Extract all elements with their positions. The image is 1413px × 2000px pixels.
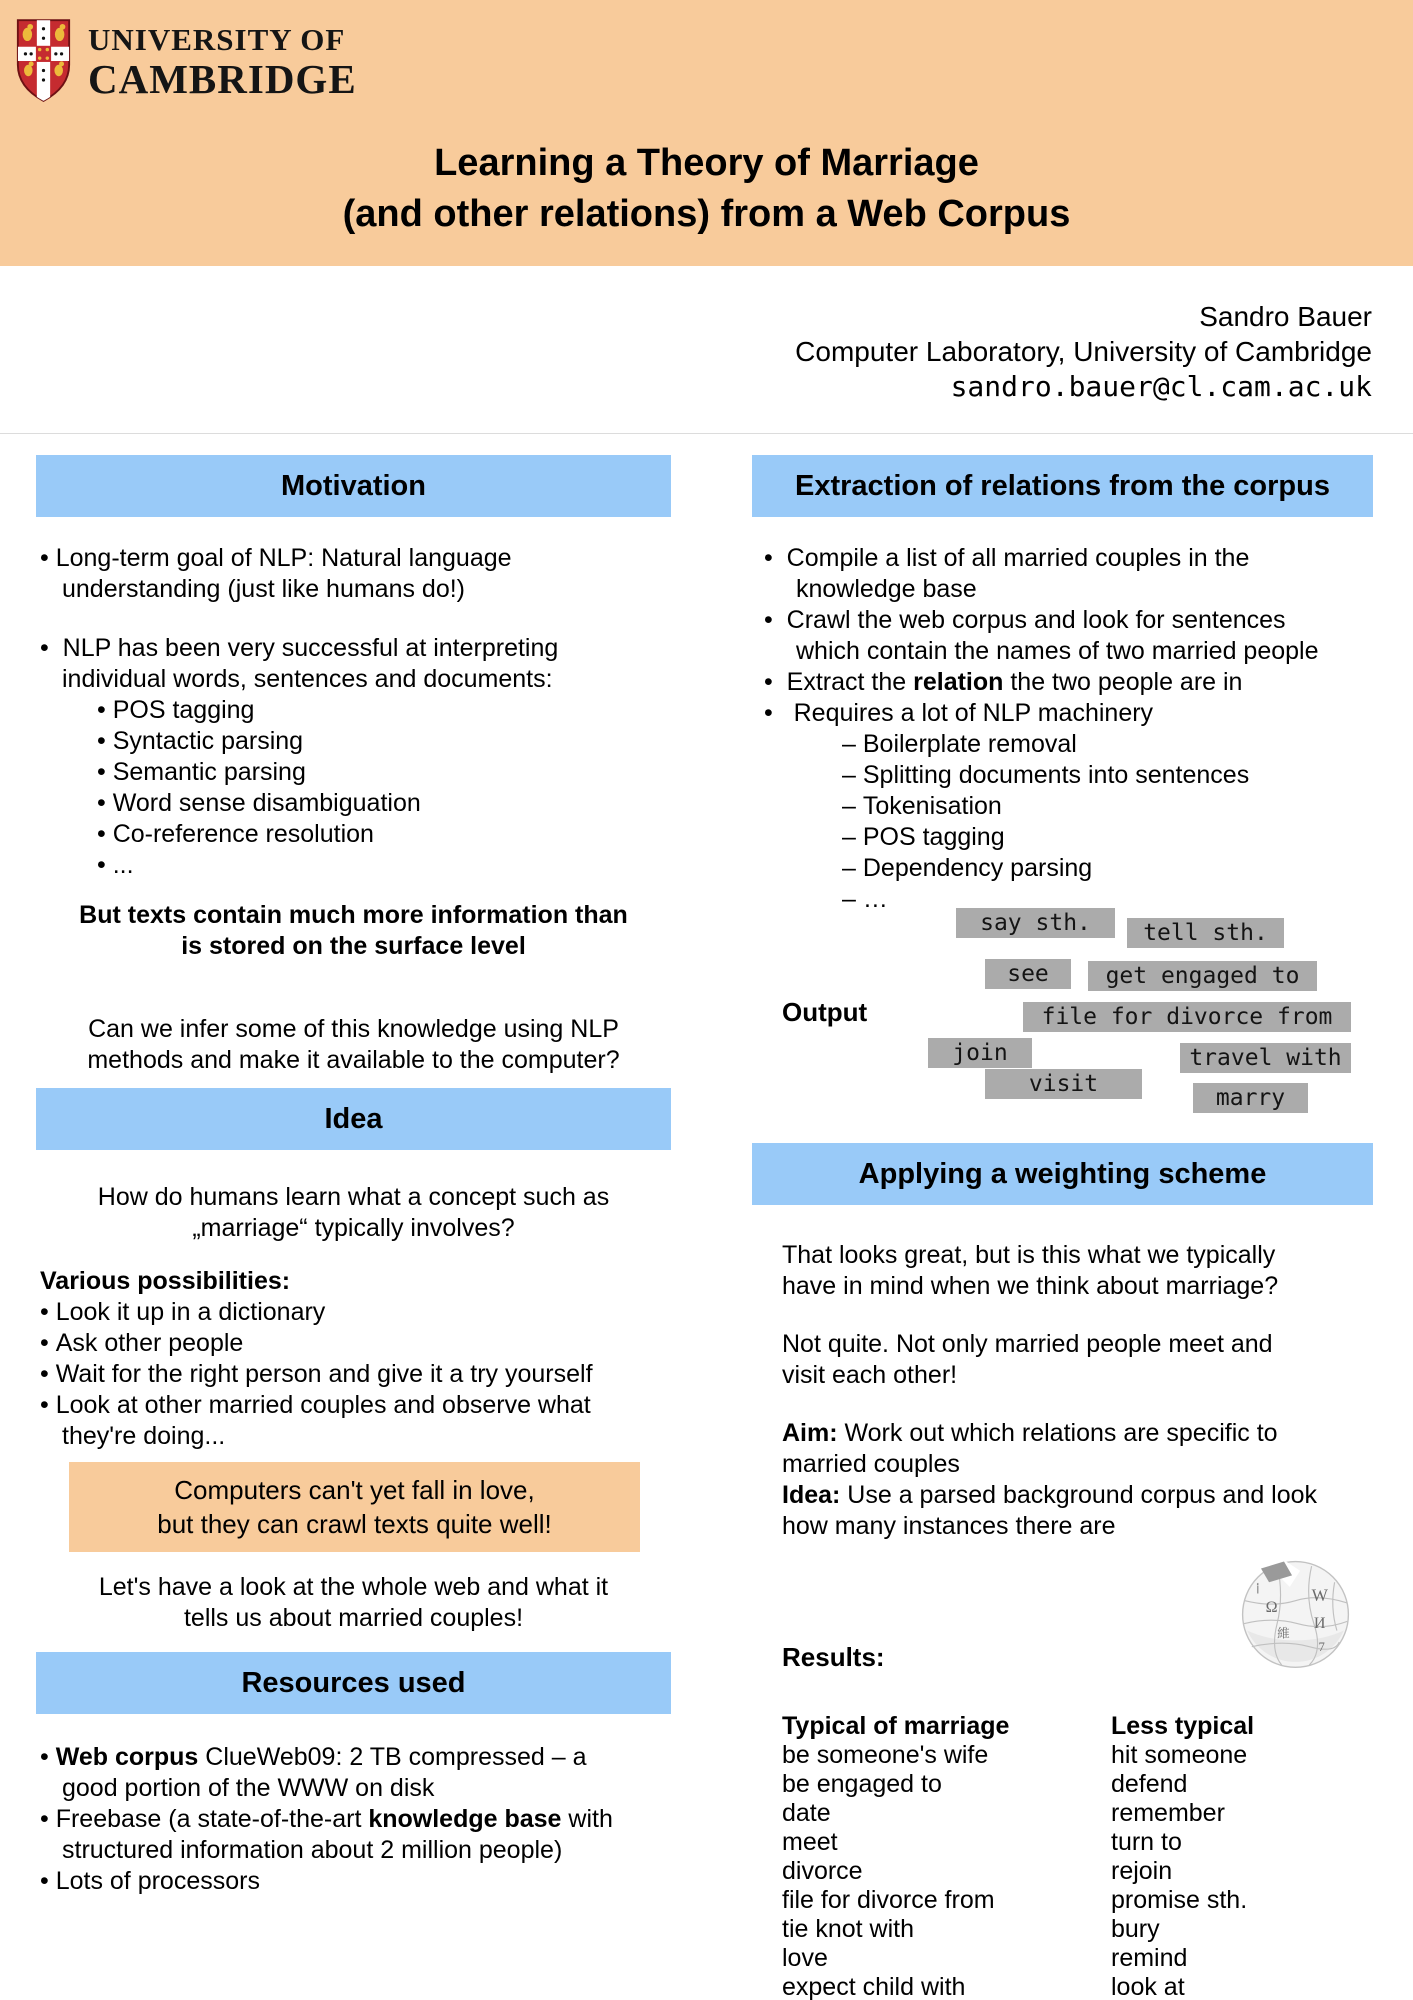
weighting-paragraphs	[782, 1240, 1320, 1542]
list-item: • Compile a list of all married couples in the knowledge base	[764, 543, 1356, 605]
poster-title	[0, 138, 1413, 240]
list-item: • Web corpus ClueWeb09: 2 TB compressed – a good portion of the WWW on disk	[40, 1742, 637, 1804]
motivation-bullet-list	[40, 543, 637, 881]
list-item: • NLP has been very successful at interpreting individual words, sentences and documents: • POS tagging • Syntactic parsing • Semantic parsing • Word sense disambiguation • Co-reference resolution • ...	[40, 633, 637, 881]
relation-tag: visit	[985, 1069, 1142, 1099]
list-item: turn to	[1111, 1828, 1182, 1856]
list-item: • Lots of processors	[40, 1866, 637, 1897]
list-item: • Long-term goal of NLP: Natural language understanding (just like humans do!)	[40, 543, 637, 605]
author-block	[795, 299, 1372, 404]
list-item: defend	[1111, 1770, 1188, 1798]
list-item: promise sth.	[1111, 1886, 1248, 1914]
list-item: divorce	[782, 1857, 863, 1885]
results-label: Results:	[782, 1642, 885, 1672]
list-item: – Dependency parsing	[842, 853, 1356, 884]
svg-text:Ω: Ω	[1265, 1599, 1278, 1617]
list-item: – Tokenisation	[842, 791, 1356, 822]
list-item: file for divorce from	[782, 1886, 995, 1914]
svg-text:7: 7	[1318, 1640, 1325, 1655]
list-item: • Wait for the right person and give it a try yourself	[40, 1359, 637, 1390]
list-item: bury	[1111, 1915, 1160, 1943]
svg-text:И: И	[1313, 1615, 1326, 1633]
list-item: • Ask other people	[40, 1328, 637, 1359]
section-header-motivation: Motivation	[36, 455, 671, 517]
aim-statement: Aim: Work out which relations are specific to married couples	[782, 1419, 1278, 1478]
poster-title-line1: Learning a Theory of Marriage	[434, 142, 979, 184]
list-item: – Splitting documents into sentences	[842, 760, 1356, 791]
list-item: • Crawl the web corpus and look for sentences which contain the names of two married people	[764, 605, 1356, 667]
section-header-weighting: Applying a weighting scheme	[752, 1143, 1373, 1205]
list-item: • Look it up in a dictionary	[40, 1297, 637, 1328]
university-wordmark	[88, 23, 357, 101]
list-item: • Word sense disambiguation	[97, 788, 637, 819]
university-wordmark-line1: UNIVERSITY OF	[88, 22, 346, 57]
column-header: Typical of marriage	[782, 1712, 1010, 1740]
results-less-typical-column	[1111, 1712, 1381, 2000]
list-item: • Requires a lot of NLP machinery – Boilerplate removal – Splitting documents into sentences – Tokenisation – POS tagging – Dependency parsing – …	[764, 698, 1356, 915]
list-item: • Extract the relation the two people are in	[764, 667, 1356, 698]
motivation-claim: But texts contain much more information than is stored on the surface level	[79, 901, 628, 960]
relation-tag: travel with	[1180, 1043, 1351, 1073]
extraction-bullet-list	[764, 543, 1356, 915]
author-affiliation: Computer Laboratory, University of Cambridge	[795, 336, 1372, 367]
list-item: • Semantic parsing	[97, 757, 637, 788]
svg-text:維: 維	[1277, 1626, 1290, 1641]
list-item: be engaged to	[782, 1770, 942, 1798]
list-item: remind	[1111, 1944, 1188, 1972]
cambridge-logo	[15, 17, 357, 105]
list-item: tie knot with	[782, 1915, 915, 1943]
list-item: rejoin	[1111, 1857, 1173, 1885]
author-email: sandro.bauer@cl.cam.ac.uk	[950, 370, 1372, 403]
idea-conclusion: Let's have a look at the whole web and what it tells us about married couples!	[98, 1573, 609, 1632]
list-item: be someone's wife	[782, 1741, 989, 1769]
wikipedia-globe-icon	[1238, 1550, 1353, 1672]
list-item: • Syntactic parsing	[97, 726, 637, 757]
resources-list	[40, 1742, 637, 1897]
callout-box: Computers can't yet fall in love, but they can crawl texts quite well!	[69, 1462, 640, 1552]
divider-line	[0, 433, 1413, 434]
list-item: love	[782, 1944, 828, 1972]
idea-question: How do humans learn what a concept such as „marriage“ typically involves?	[97, 1183, 610, 1242]
idea-statement: Idea: Use a parsed background corpus and look how many instances there are	[782, 1481, 1318, 1540]
possibilities-label: Various possibilities:	[40, 1267, 291, 1295]
list-item: • Look at other married couples and observe what they're doing...	[40, 1390, 637, 1452]
list-item: • Freebase (a state-of-the-art knowledge base with structured information about 2 million people)	[40, 1804, 637, 1866]
output-label: Output	[782, 997, 868, 1027]
relation-tag: say sth.	[956, 908, 1115, 938]
svg-text:W: W	[1311, 1585, 1328, 1605]
idea-possibilities	[40, 1266, 637, 1452]
motivation-sub-list	[97, 695, 637, 881]
relation-tag: see	[985, 959, 1071, 989]
column-header: Less typical	[1111, 1712, 1255, 1740]
relation-tag: file for divorce from	[1023, 1002, 1351, 1032]
list-item: • ...	[97, 850, 637, 881]
nlp-machinery-list	[842, 729, 1356, 915]
paragraph: Not quite. Not only married people meet and visit each other!	[782, 1330, 1273, 1389]
list-item: • Co-reference resolution	[97, 819, 637, 850]
list-item: • POS tagging	[97, 695, 637, 726]
university-wordmark-line2: CAMBRIDGE	[88, 56, 357, 102]
poster-title-line2: (and other relations) from a Web Corpus	[342, 193, 1071, 235]
list-item: meet	[782, 1828, 838, 1856]
relation-tag: marry	[1193, 1083, 1308, 1113]
section-header-idea: Idea	[36, 1088, 671, 1150]
section-header-extraction: Extraction of relations from the corpus	[752, 455, 1373, 517]
relation-tag: join	[928, 1038, 1032, 1068]
results-typical-column	[782, 1712, 1112, 2000]
possibilities-list	[40, 1297, 637, 1452]
svg-text:أ: أ	[1256, 1585, 1260, 1597]
relation-tag: get engaged to	[1088, 961, 1317, 991]
author-name: Sandro Bauer	[1199, 301, 1372, 332]
paragraph: That looks great, but is this what we typically have in mind when we think about marriage?	[782, 1241, 1279, 1300]
list-item: – …	[842, 884, 1356, 915]
relation-tag: tell sth.	[1127, 918, 1284, 948]
list-item: hit someone	[1111, 1741, 1248, 1769]
motivation-question: Can we infer some of this knowledge using NLP methods and make it available to the computer?	[87, 1015, 620, 1074]
list-item: expect child with	[782, 1973, 966, 2000]
cambridge-shield-icon	[15, 17, 72, 105]
list-item: look at	[1111, 1973, 1185, 2000]
list-item: remember	[1111, 1799, 1225, 1827]
list-item: – Boilerplate removal	[842, 729, 1356, 760]
list-item: date	[782, 1799, 831, 1827]
list-item: – POS tagging	[842, 822, 1356, 853]
section-header-resources: Resources used	[36, 1652, 671, 1714]
